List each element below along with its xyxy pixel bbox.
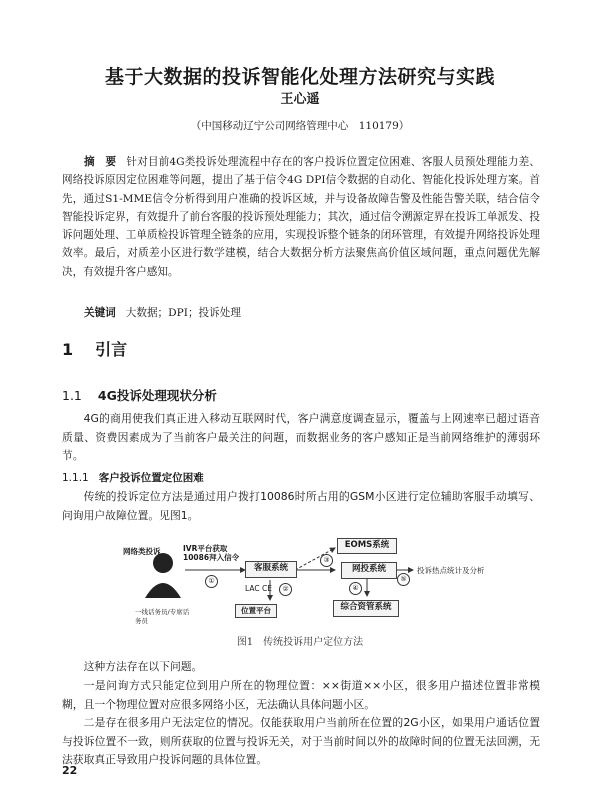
paper-title: 基于大数据的投诉智能化处理方法研究与实践	[104, 66, 495, 88]
abstract-text: 针对目前4G类投诉处理流程中存在的客户投诉位置定位困难、客服人员预处理能力差、网络投诉原因定位困难等问题，提出了基于信令4G DPI信令数据的自动化、智能化投诉处理方案。首先，通过S1-MME信令分析得到用户准确的投诉区域，并与设备故障告警及性能告警关联，结合信令智能投诉定界，有效提升了前台客服的投诉预处理能力；其次，通过信令溯源定界在投诉工单派发、投诉问题处理、工单质检投诉管理全链条的应用，实现投诉整个链条的闭环管理，有效提升网络投诉处理效率。最后，对质差小区进行数学建模，结合大数据分析方法聚焦高价值区域问题，重点问题优先解决，有效提升客户感知。	[62, 156, 540, 278]
output-label: 投诉热点统计及分析	[417, 566, 485, 575]
subsubsection-number: 1.1.1	[62, 472, 89, 484]
keywords-label: 关键词	[84, 307, 116, 319]
step-4: ④	[349, 582, 362, 595]
paragraph: 二是存在很多用户无法定位的情况。仅能获取用户当前所在位置的2G小区，如果用户通话位置与投诉位置不一致，则所获取的位置与投诉无关，对于当前时间以外的故障时间的位置无法回溯，无法获取真正导致用户投诉问题的具体位置。	[62, 716, 540, 766]
tier-label: 一线话务员/专席话务员	[135, 608, 190, 625]
subsubsection-heading	[62, 470, 204, 485]
abstract-label: 摘 要	[84, 156, 117, 168]
zonghe-system-box: 综合资管系统	[333, 600, 399, 617]
keywords-text: 大数据；DPI；投诉处理	[125, 307, 241, 319]
keywords	[84, 305, 540, 320]
position-platform-box: 位置平台	[235, 604, 277, 618]
paragraph: 这种方法存在以下问题。	[83, 660, 203, 673]
affiliation: （中国移动辽宁公司网络管理中心 110179）	[190, 120, 410, 132]
abstract	[62, 153, 540, 281]
wangtou-system-box: 网投系统	[341, 562, 397, 579]
page-number: 22	[62, 764, 78, 777]
subsection-title: 4G投诉处理现状分析	[97, 388, 217, 403]
section-title: 引言	[95, 340, 128, 359]
kefu-system-box: 客服系统	[245, 561, 297, 578]
section-number: 1	[62, 340, 74, 359]
step-2: ②	[279, 583, 292, 596]
section-heading	[62, 337, 127, 360]
figure-caption: 图1 传统投诉用户定位方法	[236, 637, 364, 648]
step-5: ⑤	[397, 573, 410, 586]
subsection-heading	[62, 386, 217, 404]
user-label: 网络类投诉	[123, 547, 161, 556]
figure-diagram	[95, 538, 515, 628]
step-1: ①	[205, 575, 218, 588]
ivr-label: IVR平台获取 10086拜入信令	[183, 544, 240, 562]
paragraph: 传统的投诉定位方法是通过用户拨打10086时所占用的GSM小区进行定位辅助客服手动填写、问询用户故障位置。见图1。	[62, 490, 540, 522]
subsection-number: 1.1	[62, 388, 82, 403]
author: 王心遥	[280, 92, 320, 107]
lac-label: LAC CE	[245, 584, 272, 593]
user-body-icon	[145, 583, 181, 598]
paragraph: 一是问询方式只能定位到用户所在的物理位置：××街道××小区，很多用户描述位置非常模糊，且一个物理位置对应很多网络小区，无法确认具体问题小区。	[62, 679, 540, 711]
paragraph: 4G的商用使我们真正进入移动互联网时代，客户满意度调查显示，覆盖与上网速率已超过语音质量、资费因素成为了当前客户最关注的问题，而数据业务的客户感知正是当前网络维护的薄弱环节。	[62, 412, 540, 462]
step-3: ③	[320, 554, 333, 567]
subsubsection-title: 客户投诉位置定位困难	[98, 472, 204, 484]
eoms-system-box: EOMS系统	[337, 538, 397, 554]
